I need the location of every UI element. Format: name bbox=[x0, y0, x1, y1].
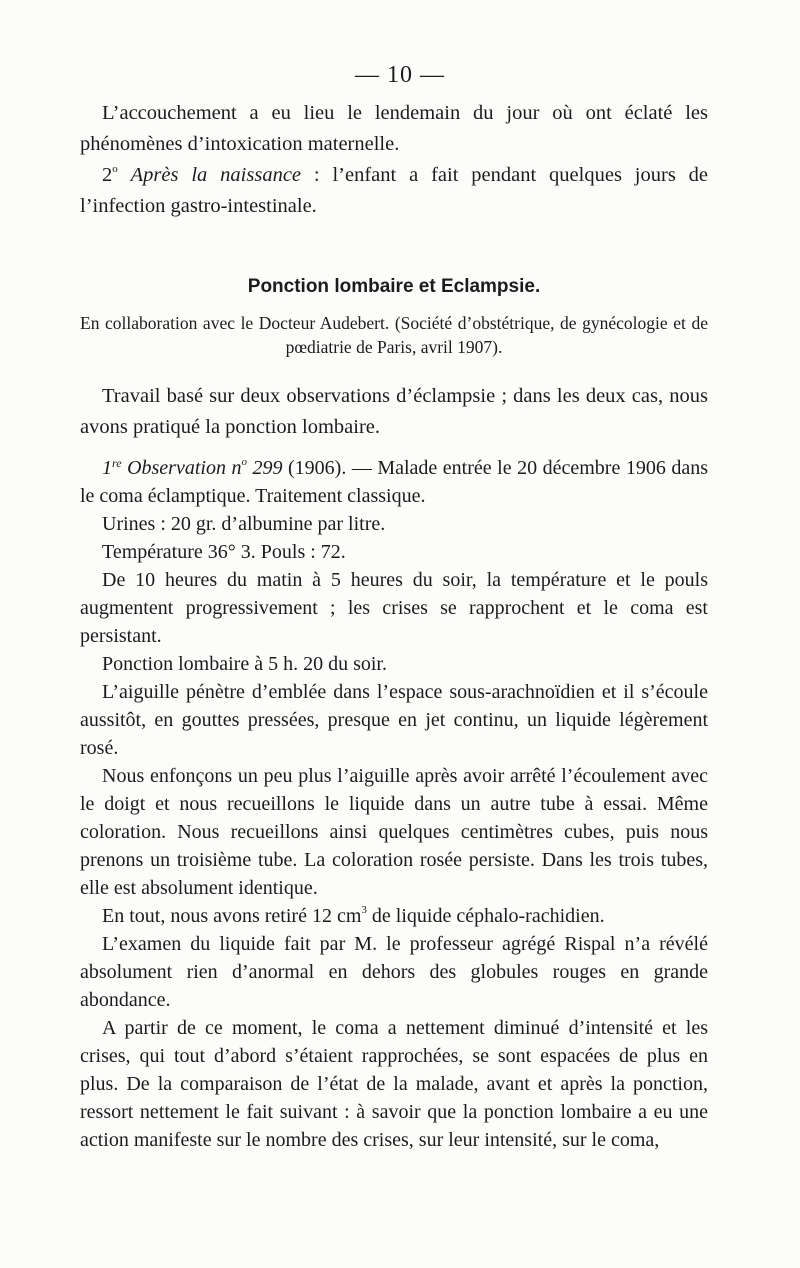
line-temperature: Température 36° 3. Pouls : 72. bbox=[102, 541, 346, 563]
observation-block bbox=[80, 454, 708, 1154]
paragraph-intro: Travail basé sur deux observations d’éclampsie ; dans les deux cas, nous avons pratiqué la ponction lombaire. bbox=[80, 385, 708, 438]
observation-text: (1906). — Malade entrée le 20 décembre 1906 dans le coma éclamptique. Traitement classique. bbox=[80, 457, 709, 507]
paragraph-enfoncons: Nous enfonçons un peu plus l’aiguille après avoir arrêté l’écoulement avec le doigt et nous recueillons le liquide dans un autre tube à essai. Même coloration. Nous recueillons ainsi quelques centimètres cubes, puis nous prenons un troisième tube. La coloration rosée persiste. Dans les trois tubes, elle est absolument identique. bbox=[80, 765, 708, 899]
en-tout-text-end: de liquide céphalo-rachidien. bbox=[366, 905, 605, 927]
paragraph-text: : l’enfant a fait pendant quelques jours de l’infection gastro-intestinale. bbox=[80, 164, 709, 217]
enum-number: 2 bbox=[102, 164, 113, 186]
paragraph-evolution: De 10 heures du matin à 5 heures du soir, la température et le pouls augmentent progressivement ; les crises se rapprochent et le coma est persistant. bbox=[80, 569, 708, 647]
observation-ordinal: 1 bbox=[102, 457, 112, 479]
paragraph-accouchement: L’accouchement a eu lieu le lendemain du jour où ont éclaté les phénomènes d’intoxication maternelle. bbox=[80, 102, 708, 155]
collaboration-note: En collaboration avec le Docteur Audebert. (Société d’obstétrique, de gynécologie et de pœdiatrie de Paris, avril 1907). bbox=[80, 313, 708, 357]
line-urines: Urines : 20 gr. d’albumine par litre. bbox=[102, 513, 386, 535]
en-tout-text: En tout, nous avons retiré 12 cm bbox=[102, 905, 362, 927]
paragraph-examen: L’examen du liquide fait par M. le professeur agrégé Rispal n’a révélé absolument rien d’anormal en dehors des globules rouges en grande abondance. bbox=[80, 933, 708, 1011]
paragraph-apres-naissance bbox=[80, 160, 708, 222]
section-title: Ponction lombaire et Eclampsie. bbox=[247, 276, 541, 297]
cubic-superscript: 3 bbox=[361, 904, 367, 916]
observation-number: 299 bbox=[252, 457, 283, 479]
observation-ordinal-superscript: re bbox=[112, 456, 122, 470]
enum-superscript: o bbox=[112, 163, 118, 175]
page-number: — 10 — bbox=[355, 62, 445, 88]
paragraph-a-partir: A partir de ce moment, le coma a nettement diminué d’intensité et les crises, qui tout d’abord s’étaient rapprochées, se sont espacées de plus en plus. De la comparaison de l’état de la malade, avant et après la ponction, ressort nettement le fait suivant : à savoir que la ponction lombaire a eu une action manifeste sur le nombre des crises, sur leur intensité, sur le coma, bbox=[80, 1017, 708, 1151]
subheading-apres-naissance: Après la naissance bbox=[130, 164, 302, 186]
paragraph-en-tout bbox=[80, 902, 708, 930]
line-ponction: Ponction lombaire à 5 h. 20 du soir. bbox=[102, 653, 387, 675]
paragraph-aiguille: L’aiguille pénètre d’emblée dans l’espace sous-arachnoïdien et il s’écoule aussitôt, en gouttes pressées, presque en jet continu, un liquide légèrement rosé. bbox=[80, 681, 708, 759]
page-body bbox=[80, 98, 708, 1154]
observation-label: Observation n bbox=[127, 457, 242, 479]
observation-label-superscript: o bbox=[241, 456, 247, 468]
observation-heading-paragraph bbox=[80, 454, 708, 510]
